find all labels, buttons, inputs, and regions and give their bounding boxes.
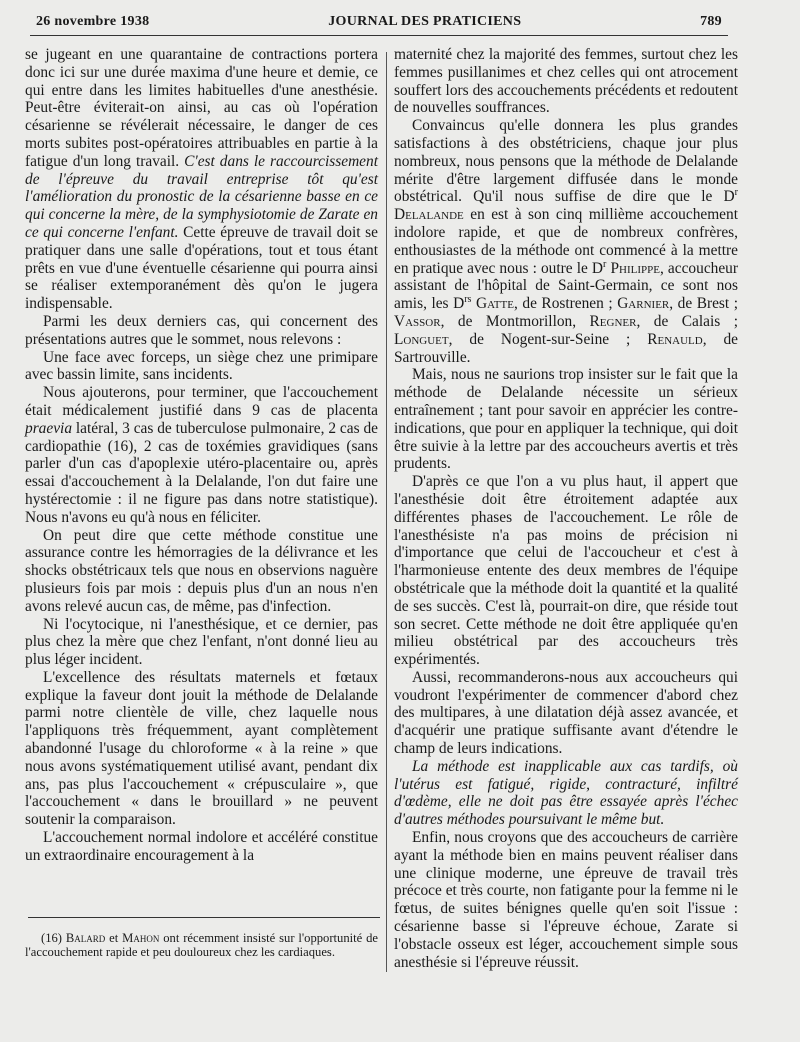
superscript-rs: rs bbox=[464, 294, 472, 306]
left-p1-text-a: se jugeant en une quarantaine de contractions portera donc ici sur une durée maxima d'une heure et demie, ce qui entre dans les limites habituelles d'une anesthésie. Peut-être éviterait-on ainsi, au cas où l'opération césarienne se révélerait nécessaire, le danger de ces morts subites post-opératoires attribuables en partie à la fatigue d'un long travail. bbox=[25, 46, 378, 170]
footnote-rule bbox=[28, 917, 380, 918]
name-vassor: Vassor bbox=[394, 312, 441, 330]
right-paragraph-4: D'après ce que l'on a vu plus haut, il appert que l'anesthésie doit être étroitement adaptée aux différentes phases de l'accouchement. Le rôle de l'anesthésiste n'a pas moins de précision ni d'importance que celui de l'accoucheur et c'est à l'harmonieuse entente des deux membres de l'équipe obstétricale que la méthode doit la quantité et la qualité de ses succès. C'est là, pourrait-on dire, que réside tout son secret. Cette méthode ne doit être appliquée qu'en milieu obstétrical par des accoucheurs très expérimentés. bbox=[394, 473, 738, 669]
left-paragraph-8: L'accouchement normal indolore et accéléré constitue un extraordinaire encouragement à la bbox=[25, 829, 378, 864]
header-journal-title: JOURNAL DES PRATICIENS bbox=[328, 14, 522, 29]
name-delalande: Delalande bbox=[394, 206, 464, 224]
right-p2-text-b: en est à son cinq millième accouchement indolore rapide, et que de nombreux confrères, enthousiastes de la méthode ont commencé à la mettre en pratique avec nous : outre le D bbox=[394, 206, 738, 277]
right-p2-text-h: , de Nogent-sur-Seine ; bbox=[448, 330, 648, 348]
name-renauld: Renauld bbox=[647, 330, 703, 348]
left-paragraph-4 bbox=[25, 384, 378, 526]
column-divider bbox=[386, 52, 387, 972]
right-paragraph-7: Enfin, nous croyons que des accoucheurs de carrière ayant la méthode bien en mains peuvent réaliser dans une clinique moderne, une épreuve de travail très précoce et très courte, non fatigante pour la femme ni le fœtus, de suites bénignes quelle qu'en soit l'issue : césarienne basse si l'épreuve échoue, Zarate si l'obstacle osseux est léger, accouchement simple sous anesthésie si l'épreuve réussit. bbox=[394, 829, 738, 971]
left-p4-italic: praevia bbox=[25, 419, 73, 437]
right-p2-text-g: , de Calais ; bbox=[636, 312, 738, 330]
superscript-r: r bbox=[603, 258, 607, 270]
name-regner: Regner bbox=[589, 312, 637, 330]
footnote bbox=[25, 931, 378, 960]
right-p2-text-a: Convaincus qu'elle donnera les plus grandes satisfactions à des obstétriciens, chaque jour plus nombreux, nous pensons que la méthode de Delalande mérite d'être largement diffusée dans le monde obstétrical. Qu'il nous suffise de dire que le D bbox=[394, 117, 738, 206]
left-p4-text-a: Nous ajouterons, pour terminer, que l'accouchement était médicalement justifié dans 9 cas de placenta bbox=[25, 384, 378, 419]
right-p2-text-c: , accoucheur assistant de l'hôpital de Saint-Germain, ce sont nos amis, les D bbox=[394, 259, 738, 313]
left-paragraph-6: Ni l'ocytocique, ni l'anesthésique, et ce dernier, pas plus chez la mère que chez l'enfant, n'ont donné lieu au plus léger incident. bbox=[25, 615, 378, 669]
header-page-number: 789 bbox=[700, 14, 722, 29]
left-paragraph-7: L'excellence des résultats maternels et fœtaux explique la faveur dont jouit la méthode de Delalande parmi notre clientèle de ville, chez laquelle nous l'appliquons très fréquemment, ayant complètement abandonné l'usage du chloroforme « à la reine » que nous avons systématiquement utilisé avant, pendant dix ans, pas plus l'accouchement « crépusculaire », que l'accouchement « dans le brouillard » ne peuvent soutenir la comparaison. bbox=[25, 668, 378, 829]
left-p1-italic: C'est dans le raccourcissement de l'épreuve du travail entreprise tôt qu'est l'amélioration du pronostic de la césarienne basse en ce qui concerne la mère, de la symphysiotomie de Zarate en ce qui concerne l'enfant. bbox=[25, 152, 378, 241]
right-paragraph-1: maternité chez la majorité des femmes, surtout chez les femmes pusillanimes et chez celles qui ont atrocement souffert lors des accouchements précédents et redoutent de nouvelles souffrances. bbox=[394, 46, 738, 117]
right-p2-text-f: , de Montmorillon, bbox=[440, 312, 590, 330]
name-gatte: Gatte bbox=[471, 295, 514, 313]
footnote-author-2: Mahon bbox=[122, 931, 160, 945]
left-p4-text-b: latéral, 3 cas de tuberculose pulmonaire, 2 cas de cardiopathie (16), 2 cas de toxémies gravidiques (sans parler d'un cas d'apoplexie utéro-placentaire ou, après essai d'accouchement à la Delalande, l'on dut faire une hystérectomie : il ne figure pas dans notre statistique). Nous n'avons eu qu'à nous en féliciter. bbox=[25, 419, 378, 526]
right-p2-text-e: , de Brest ; bbox=[669, 295, 738, 313]
footnote-text bbox=[25, 931, 378, 960]
header-rule bbox=[30, 35, 728, 36]
footnote-number: (16) bbox=[41, 931, 62, 945]
name-garnier: Garnier bbox=[617, 295, 670, 313]
left-paragraph-3: Une face avec forceps, un siège chez une primipare avec bassin limite, sans incidents. bbox=[25, 348, 378, 384]
right-paragraph-2 bbox=[394, 117, 738, 366]
right-paragraph-6-italic: La méthode est inapplicable aux cas tardifs, où l'utérus est fatigué, rigide, contracturé, infiltré d'œdème, elle ne doit pas être essayée après l'échec d'autres méthodes poursuivant le même but. bbox=[394, 757, 738, 829]
left-paragraph-5: On peut dire que cette méthode constitue une assurance contre les hémorragies de la délivrance et les shocks obstétricaux tels que nous en observions naguère plusieurs fois par mois : depuis plus d'un an nous n'en avons relevé aucun cas, de même, pas d'infection. bbox=[25, 526, 378, 615]
right-column bbox=[394, 46, 738, 971]
left-paragraph-1 bbox=[25, 46, 378, 313]
header-date: 26 novembre 1938 bbox=[36, 14, 150, 29]
left-paragraph-2: Parmi les deux derniers cas, qui concernent des présentations autres que le sommet, nous relevons : bbox=[25, 312, 378, 348]
right-p2-text-i: , de Sartrouville. bbox=[394, 330, 738, 366]
footnote-body: ont récemment insisté sur l'opportunité de l'accouchement rapide et peu douloureux chez les cardiaques. bbox=[25, 931, 379, 960]
right-p2-text-d: , de Rostrenen ; bbox=[513, 295, 618, 313]
right-paragraph-3: Mais, nous ne saurions trop insister sur le fait que la méthode de Delalande nécessite un sérieux entraînement ; tant pour savoir en apprécier les contre-indications, que pour en appliquer la technique, qui doit être suivie à la lettre par des accoucheurs avertis et très prudents. bbox=[394, 366, 738, 473]
footnote-author-1: Balard bbox=[65, 931, 106, 945]
left-column bbox=[25, 46, 378, 865]
footnote-conjunction: et bbox=[105, 931, 123, 945]
right-paragraph-5: Aussi, recommanderons-nous aux accoucheurs qui voudront l'expérimenter de commencer d'abord chez des multipares, à une dilatation déjà assez avancée, et d'acquérir une pratique suffisante avant d'étendre le champ de leurs indications. bbox=[394, 668, 738, 758]
name-philippe: Philippe bbox=[606, 259, 660, 277]
superscript-r: r bbox=[734, 187, 738, 199]
left-p1-text-b: Cette épreuve de travail doit se pratiquer dans une salle d'opérations, tout et tous étant prêts en vue d'une éventuelle césarienne qui pourra ainsi se réaliser extemporanément dès qu'on le jugera indispensable. bbox=[25, 223, 379, 313]
name-longuet: Longuet bbox=[394, 330, 449, 348]
